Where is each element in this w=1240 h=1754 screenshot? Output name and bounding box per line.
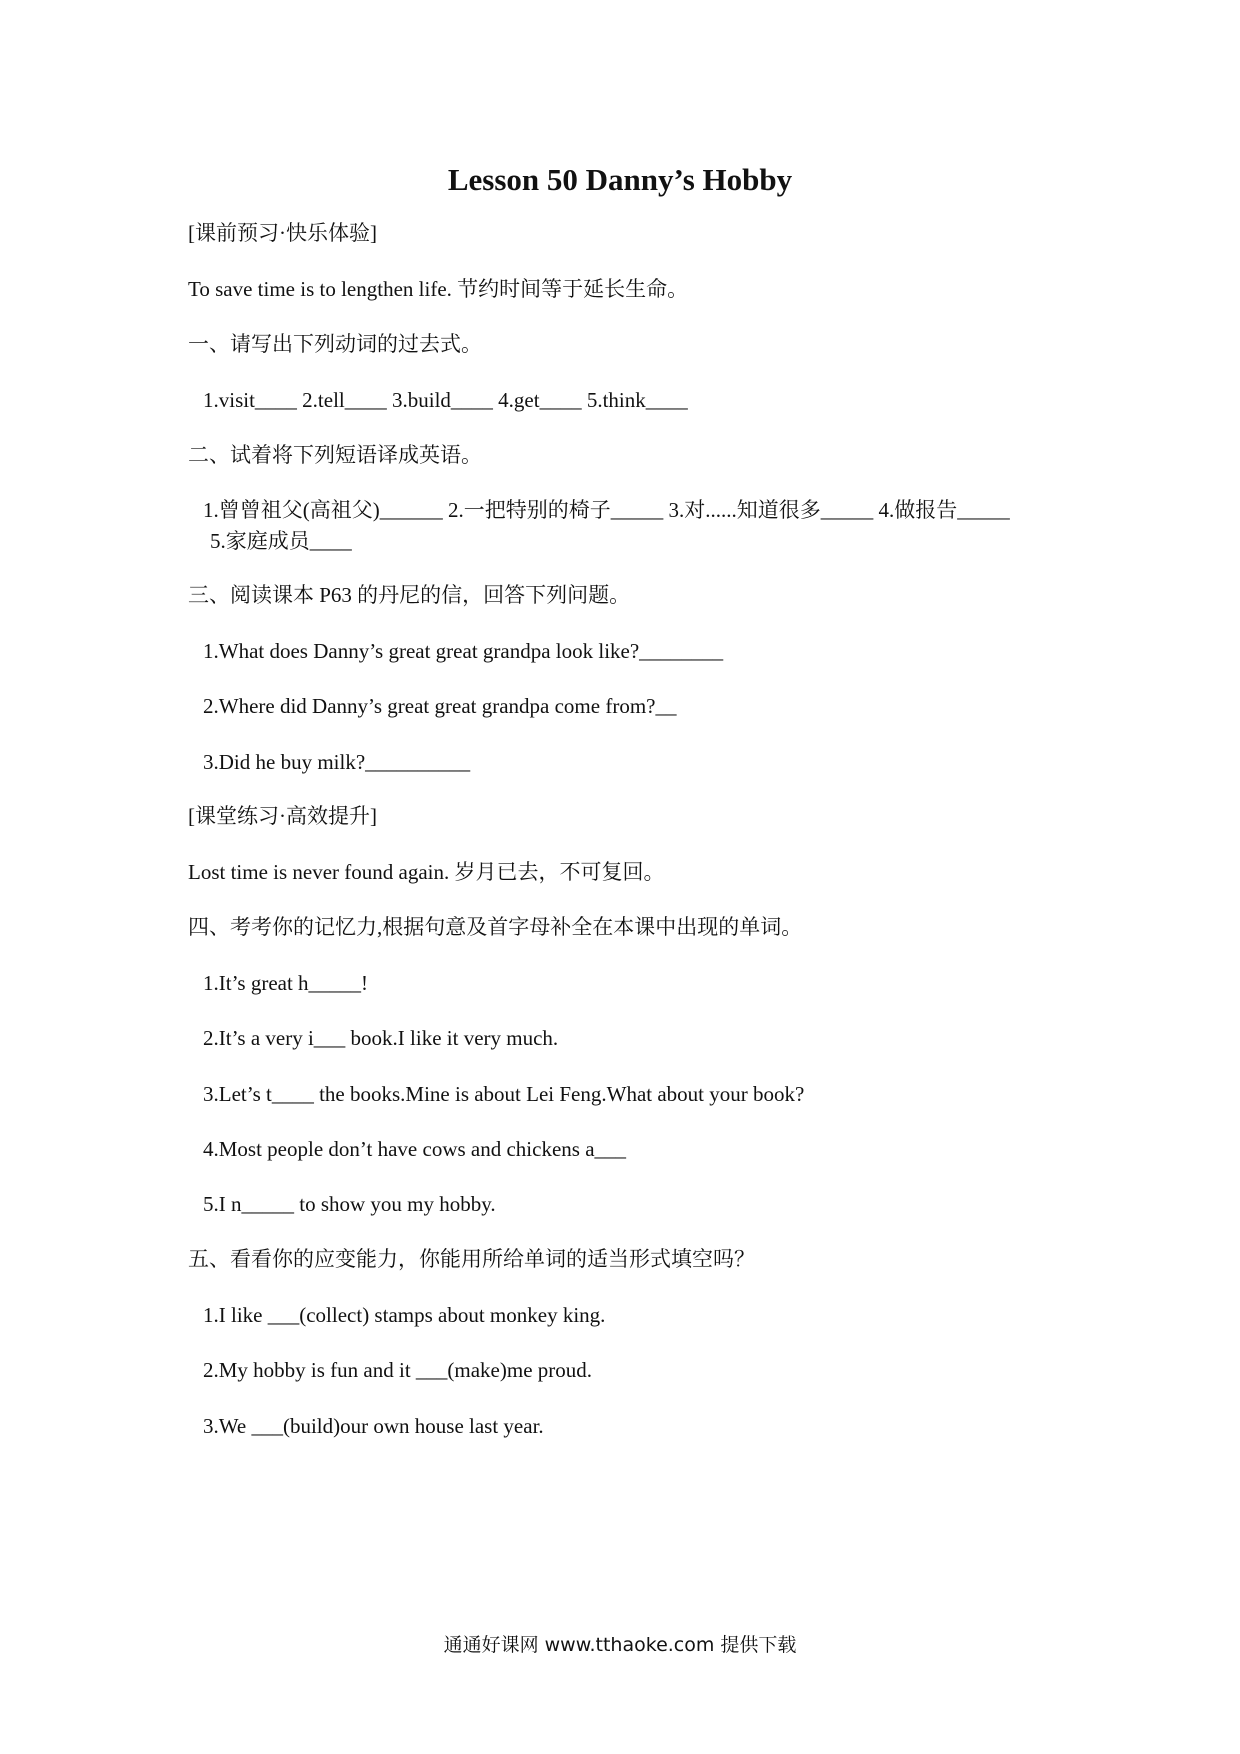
page-footer: 通通好课网 www.tthaoke.com 提供下载 [443,1634,797,1656]
motto-1: To save time is to lengthen life. 节约时间等于延长生命。 [188,277,689,301]
section-5-heading: 五、看看你的应变能力，你能用所给单词的适当形式填空吗？ [188,1247,755,1271]
section-4-item-2: 2.It’s a very i___ book.I like it very much. [203,1026,559,1050]
section-3-question-2: 2.Where did Danny’s great great grandpa come from?__ [203,694,677,718]
section-4-item-5: 5.I n_____ to show you my hobby. [203,1192,496,1216]
class-section-header: [课堂练习·高效提升] [188,804,377,828]
section-3-question-3: 3.Did he buy milk?__________ [203,750,471,774]
section-2-line-1: 1.曾曾祖父(高祖父)______ 2.一把特别的椅子_____ 3.对......知道很多_____ 4.做报告_____ [203,498,1010,522]
section-4-item-4: 4.Most people don’t have cows and chickens a___ [203,1137,627,1161]
section-5-item-2: 2.My hobby is fun and it ___(make)me proud. [203,1358,593,1382]
page-title: Lesson 50 Danny’s Hobby [447,162,793,197]
section-5-item-3: 3.We ___(build)our own house last year. [203,1414,544,1438]
motto-2: Lost time is never found again. 岁月已去，不可复回。 [188,860,665,884]
section-3-question-1: 1.What does Danny’s great great grandpa look like?________ [203,639,724,663]
section-4-heading: 四、考考你的记忆力,根据句意及首字母补全在本课中出现的单词。 [188,915,803,939]
preview-section-header: [课前预习·快乐体验] [188,221,377,245]
section-2-heading: 二、试着将下列短语译成英语。 [188,443,482,467]
section-3-heading: 三、阅读课本 P63 的丹尼的信，回答下列问题。 [188,583,631,607]
section-1-items: 1.visit____ 2.tell____ 3.build____ 4.get____ 5.think____ [203,388,688,412]
section-1-heading: 一、请写出下列动词的过去式。 [188,332,482,356]
section-2-line-2: 5.家庭成员____ [210,529,352,553]
section-5-item-1: 1.I like ___(collect) stamps about monkey king. [203,1303,606,1327]
section-4-item-1: 1.It’s great h_____! [203,971,369,995]
section-4-item-3: 3.Let’s t____ the books.Mine is about Lei Feng.What about your book? [203,1082,805,1106]
